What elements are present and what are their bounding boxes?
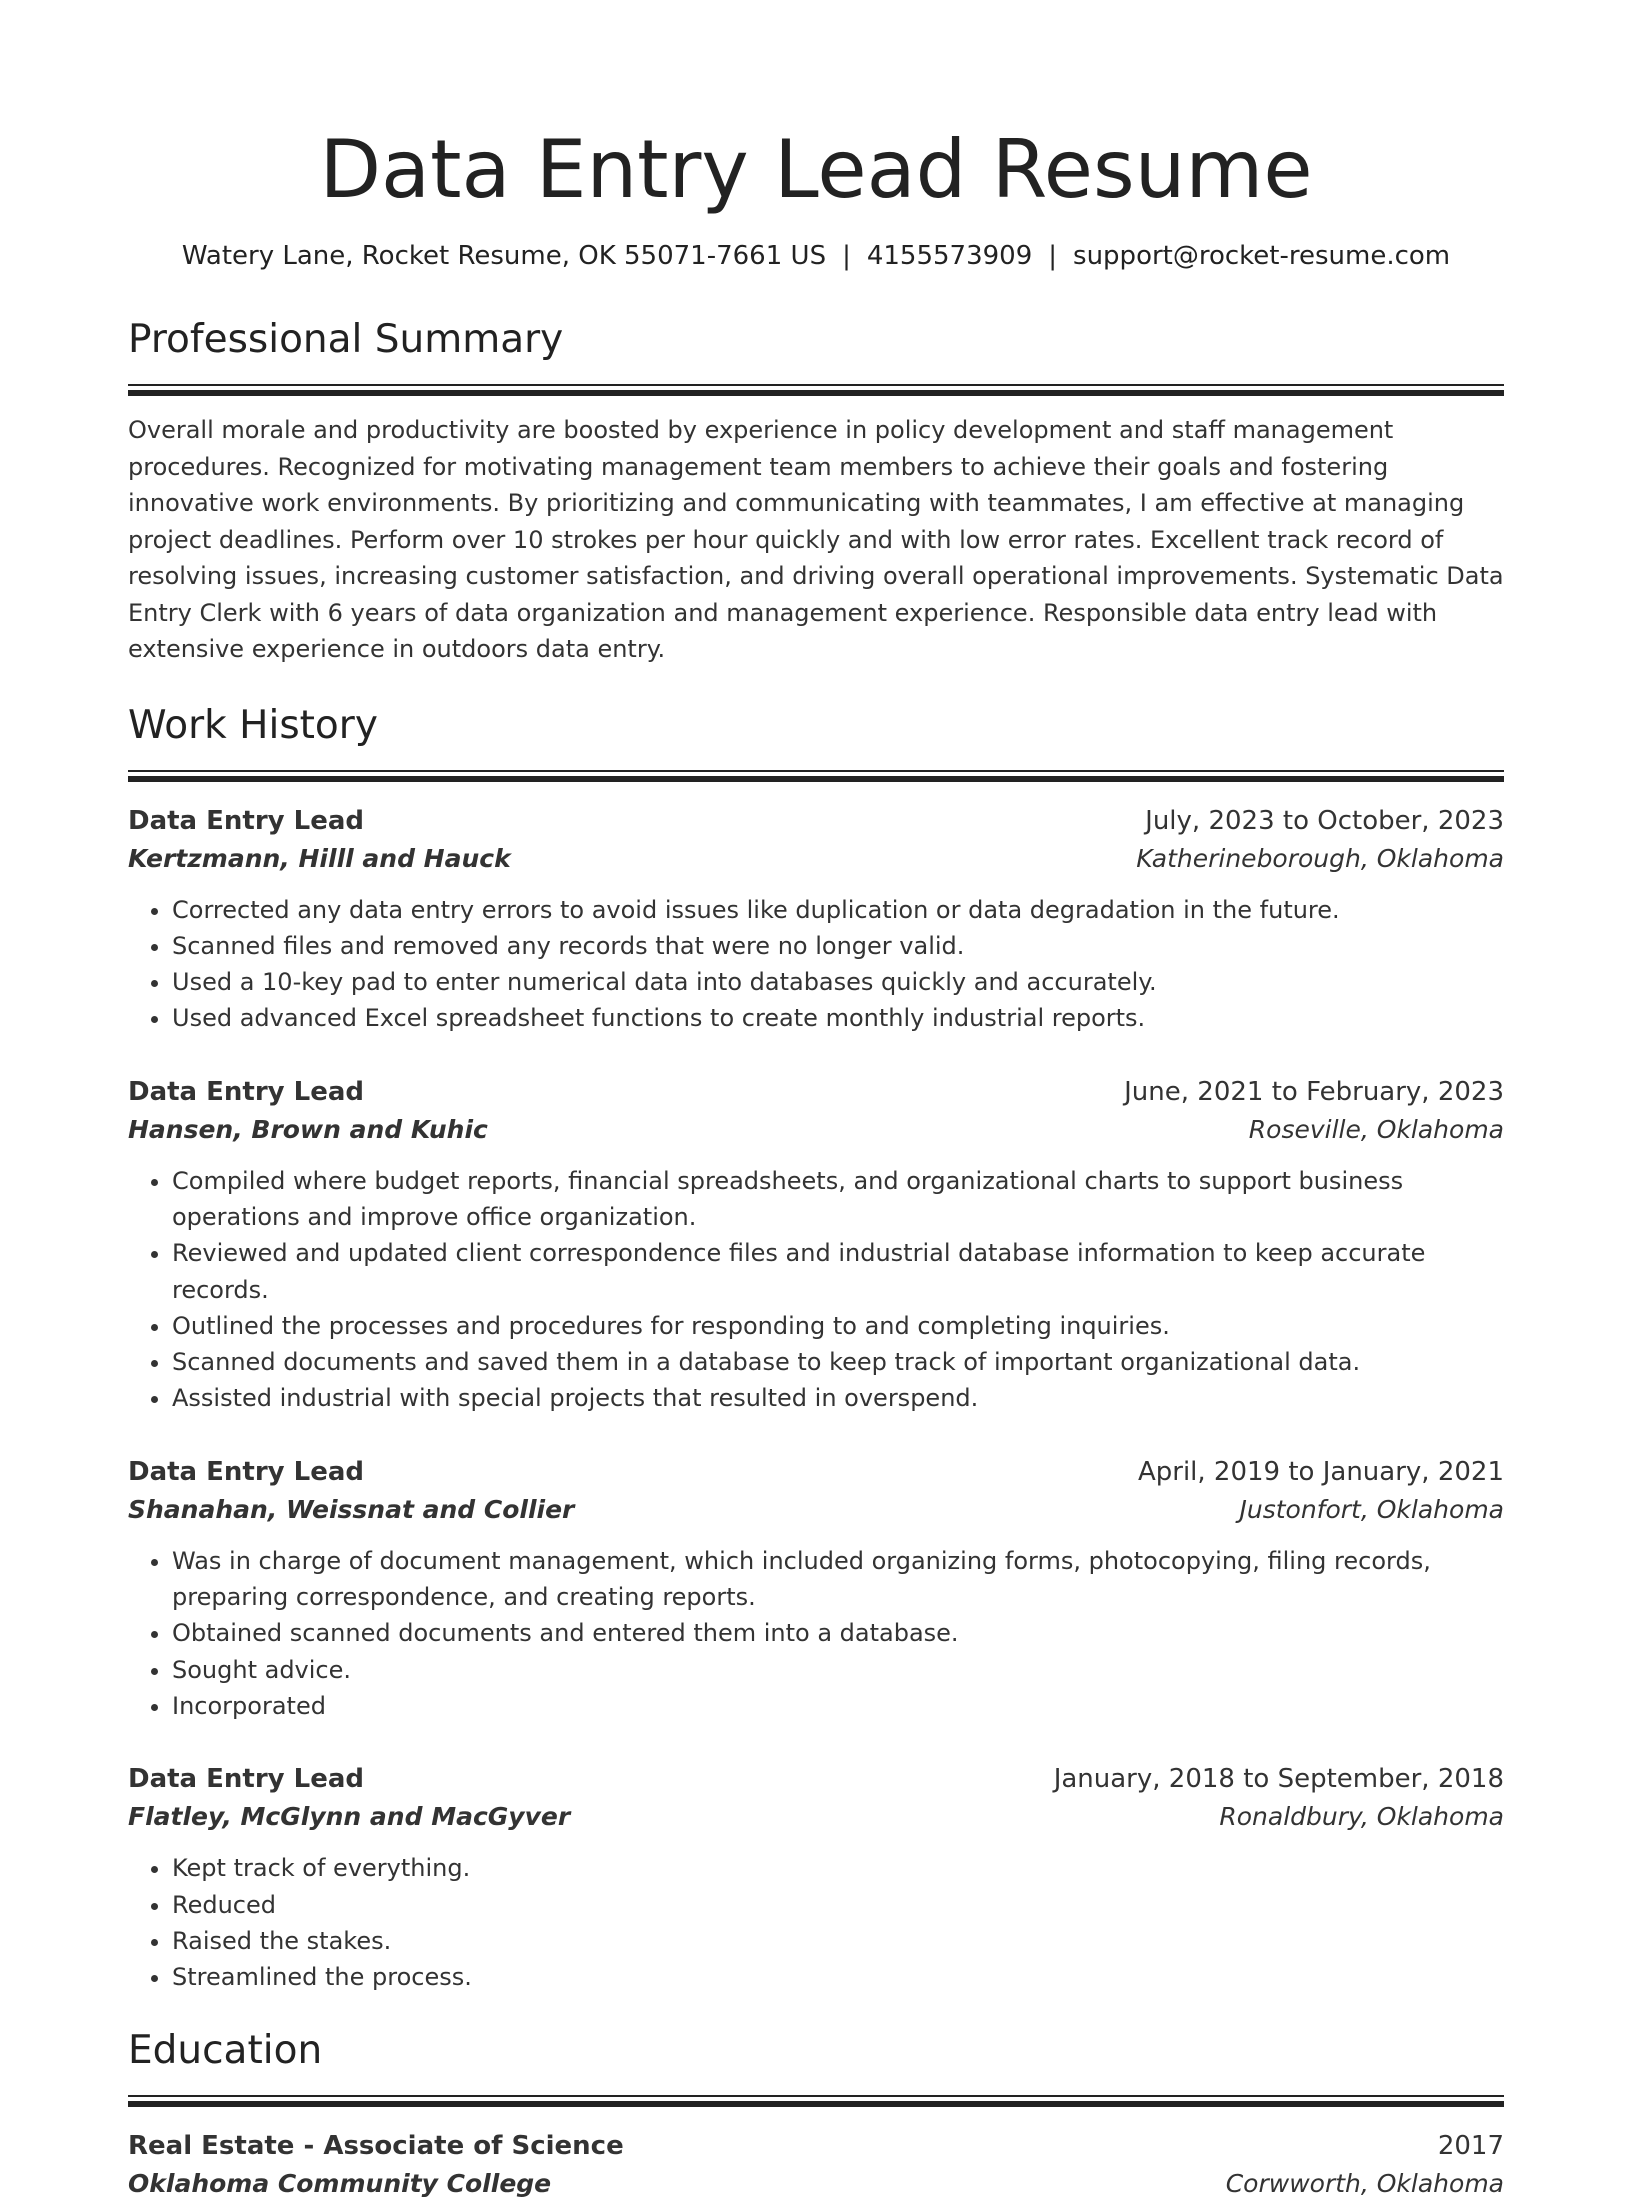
job-entry	[128, 1073, 1504, 1417]
job-bullet: • Sought advice.	[172, 1652, 1504, 1688]
job-bullet: • Reduced	[172, 1887, 1504, 1923]
contact-address: Watery Lane, Rocket Resume, OK 55071-7661 US	[181, 241, 827, 271]
summary-text: Overall morale and productivity are boosted by experience in policy development and staff management procedures. Recognized for motivating management team members to achieve their goals and fostering innovative work environments. By prioritizing and communicating with teammates, I am effective at managing project deadlines. Perform over 10 strokes per hour quickly and with low error rates. Excellent track record of resolving issues, increasing customer satisfaction, and driving overall operational improvements. Systematic Data Entry Clerk with 6 years of data organization and management experience. Responsible data entry lead with extensive experience in outdoors data entry.	[128, 416, 1504, 663]
job-bullets	[128, 1543, 1504, 1724]
job-bullets	[128, 1850, 1504, 1995]
job-title: Data Entry Lead	[128, 1764, 365, 1795]
job-bullet: • Obtained scanned documents and entered them into a database.	[172, 1615, 1504, 1651]
job-title: Data Entry Lead	[128, 1076, 365, 1107]
job-bullet: • Used advanced Excel spreadsheet functions to create monthly industrial reports.	[172, 1000, 1504, 1036]
job-location: Justonfort, Oklahoma	[1239, 1494, 1504, 1524]
contact-line	[128, 238, 1504, 274]
job-dates: April, 2019 to January, 2021	[1137, 1456, 1504, 1487]
contact-email: support@rocket-resume.com	[1073, 241, 1451, 271]
job-company: Flatley, McGlynn and MacGyver	[128, 1802, 571, 1832]
work-history-section	[128, 700, 1504, 1996]
job-entry	[128, 1760, 1504, 1995]
job-bullet: • Scanned files and removed any records that were no longer valid.	[172, 928, 1504, 964]
job-bullet: • Raised the stakes.	[172, 1923, 1504, 1959]
job-entry	[128, 802, 1504, 1037]
job-dates: January, 2018 to September, 2018	[1053, 1764, 1504, 1795]
contact-separator: |	[842, 241, 851, 271]
job-title: Data Entry Lead	[128, 1456, 365, 1487]
job-company: Kertzmann, Hilll and Hauck	[128, 843, 511, 873]
resume-title: Data Entry Lead Resume	[319, 123, 1313, 216]
job-title: Data Entry Lead	[128, 805, 365, 836]
contact-separator: |	[1048, 241, 1058, 271]
job-location: Roseville, Oklahoma	[1248, 1114, 1504, 1144]
job-bullet: • Assisted industrial with special projects that resulted in overspend.	[172, 1380, 1504, 1416]
job-bullet: • Was in charge of document management, which included organizing forms, photocopying, filing records, preparing correspondence, and creating reports.	[172, 1543, 1504, 1616]
job-bullets	[128, 1163, 1504, 1417]
job-company: Shanahan, Weissnat and Collier	[128, 1494, 575, 1524]
job-bullet: • Compiled where budget reports, financial spreadsheets, and organizational charts to support business operations and improve office organization.	[172, 1163, 1504, 1236]
job-bullet: • Reviewed and updated client correspondence files and industrial database information to keep accurate records.	[172, 1235, 1504, 1308]
job-bullet: • Incorporated	[172, 1688, 1504, 1724]
job-bullet: • Scanned documents and saved them in a database to keep track of important organizational data.	[172, 1344, 1504, 1380]
education-entry	[128, 2127, 1504, 2203]
job-bullet: • Kept track of everything.	[172, 1850, 1504, 1886]
job-bullet: • Streamlined the process.	[172, 1959, 1504, 1995]
education-degree: Real Estate - Associate of Science	[128, 2131, 624, 2162]
section-divider	[128, 770, 1504, 782]
section-heading-summary: Professional Summary	[128, 317, 564, 362]
education-location: Corwworth, Oklahoma	[1225, 2169, 1504, 2199]
job-location: Katherineborough, Oklahoma	[1136, 843, 1504, 873]
job-location: Ronaldbury, Oklahoma	[1219, 1802, 1504, 1832]
education-school: Oklahoma Community College	[128, 2169, 552, 2199]
section-divider	[128, 2095, 1504, 2107]
job-company: Hansen, Brown and Kuhic	[128, 1114, 488, 1144]
contact-phone: 4155573909	[866, 241, 1033, 271]
job-dates: July, 2023 to October, 2023	[1145, 805, 1504, 836]
section-heading-work-history: Work History	[128, 702, 378, 748]
job-bullet: • Outlined the processes and procedures for responding to and completing inquiries.	[172, 1308, 1504, 1344]
education-year: 2017	[1437, 2131, 1504, 2162]
section-divider	[128, 384, 1504, 396]
job-dates: June, 2021 to February, 2023	[1124, 1076, 1504, 1107]
job-entry	[128, 1453, 1504, 1724]
education-section	[128, 2025, 1504, 2203]
job-bullet: • Used a 10-key pad to enter numerical data into databases quickly and accurately.	[172, 964, 1504, 1000]
job-bullet: • Corrected any data entry errors to avoid issues like duplication or data degradation in the future.	[172, 892, 1504, 928]
section-heading-education: Education	[128, 2028, 323, 2074]
summary-section	[128, 314, 1504, 668]
job-bullets	[128, 892, 1504, 1037]
